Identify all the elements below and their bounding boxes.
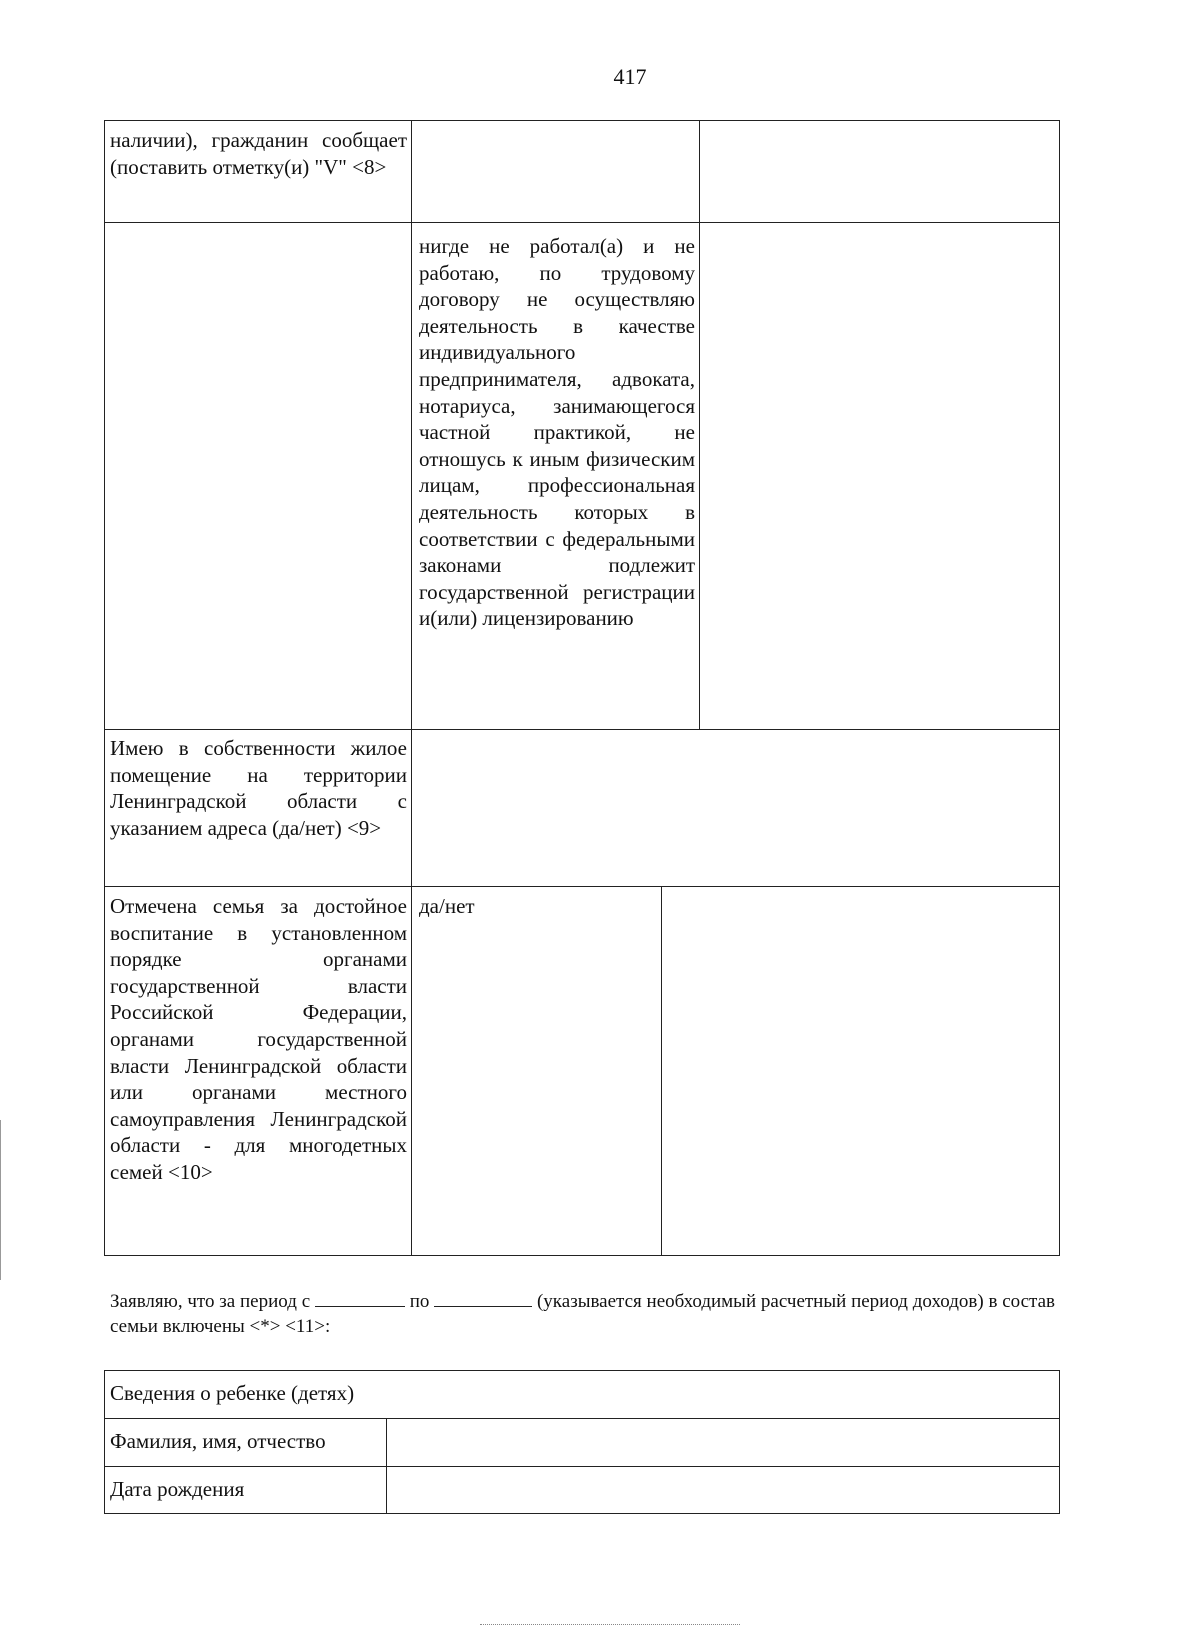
period-from-field[interactable] — [315, 1290, 405, 1307]
period-to-field[interactable] — [434, 1290, 532, 1307]
row-divider — [104, 222, 1060, 223]
scan-margin-line — [0, 1120, 1, 1280]
column-divider — [386, 1418, 387, 1514]
statement-text-2: по — [409, 1291, 430, 1312]
child-full-name-value[interactable] — [394, 1428, 1054, 1456]
row4-yes-no: да/нет — [419, 894, 475, 918]
row1-description: наличии), гражданин сообщает (поставить отметку(и) "V" <8> — [110, 128, 407, 179]
row-divider — [104, 886, 1060, 887]
row-divider — [104, 1466, 1060, 1467]
child-birth-date-value[interactable] — [394, 1476, 1054, 1504]
row2-employment-status: нигде не работал(а) и не работаю, по трудовому договору не осуществляю деятельность в качестве индивидуального предпринимателя, адвоката, нотариуса, занимающегося частной практикой, не отношусь к иным физическим лицам, профессиональная деятельность которых в соответствии с федеральными законами подлежит государственной регистрации и(или) лицензированию — [419, 234, 695, 631]
page-number: 417 — [613, 64, 647, 89]
statement-text-3: (указывается необходимый расчетный период доходов) в состав семьи включены <*> <11>: — [110, 1291, 1055, 1337]
row-divider — [104, 729, 1060, 730]
row4-family-recognition: Отмечена семья за достойное воспитание в установленном порядке органами государственной власти Российской Федерации, органами государственной власти Ленинградской области или органами местного самоуправления Ленинградской области - для многодетных семей <10> — [110, 894, 407, 1184]
child-table-header: Сведения о ребенке (детях) — [110, 1381, 355, 1405]
column-divider — [699, 120, 700, 729]
scan-footer-line — [480, 1624, 740, 1625]
column-divider — [661, 886, 662, 1256]
column-divider — [411, 120, 412, 1256]
child-birth-date-label: Дата рождения — [110, 1477, 245, 1501]
statement-text-1: Заявляю, что за период с — [110, 1291, 311, 1312]
row3-housing-ownership: Имею в собственности жилое помещение на территории Ленинградской области с указанием адреса (да/нет) <9> — [110, 736, 407, 840]
child-full-name-label: Фамилия, имя, отчество — [110, 1429, 326, 1453]
row-divider — [104, 1418, 1060, 1419]
period-statement — [110, 1289, 1055, 1339]
